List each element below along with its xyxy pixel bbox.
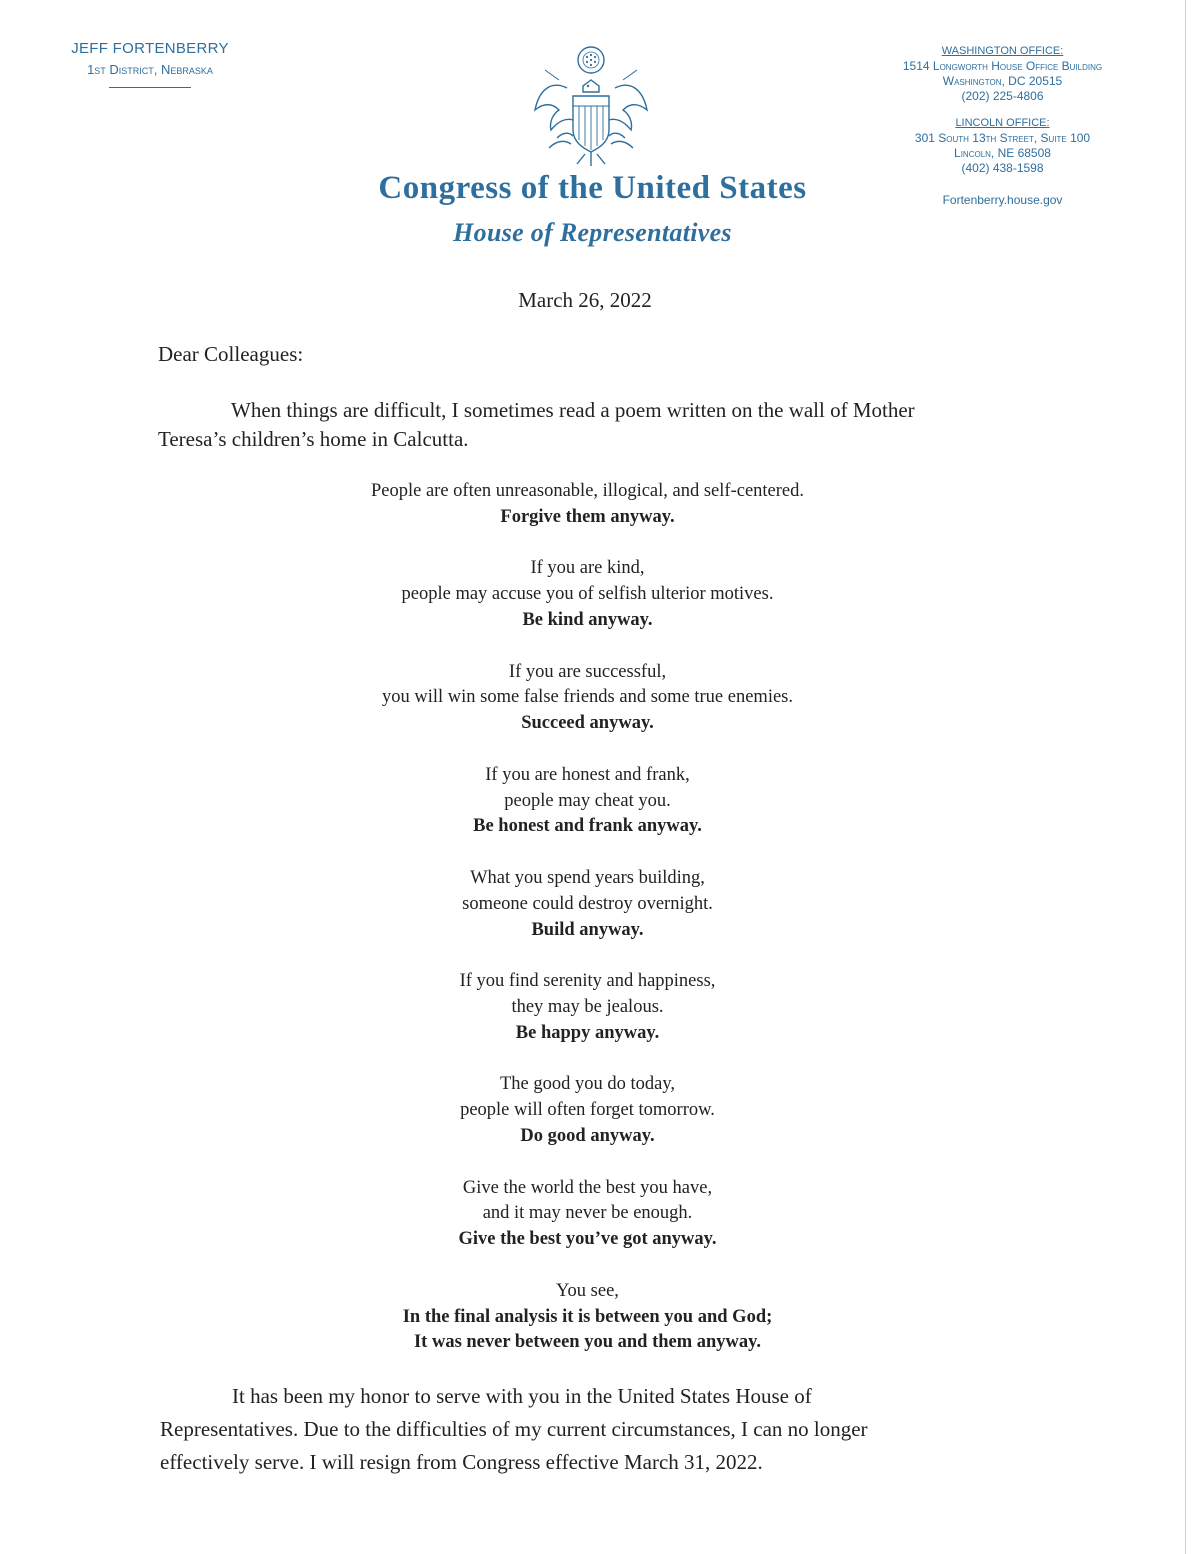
congress-title: Congress of the United States (378, 170, 807, 206)
lincoln-phone: (402) 438-1598 (961, 161, 1044, 175)
poem-stanza (0, 479, 1175, 531)
member-district: 1st District, Nebraska (87, 62, 213, 77)
poem-stanza (0, 1176, 1175, 1253)
washington-phone: (202) 225-4806 (961, 89, 1044, 103)
salutation: Dear Colleagues: (158, 342, 304, 366)
letterhead-left (60, 40, 240, 88)
poem-line: You see, (556, 1280, 619, 1301)
letter-date: March 26, 2022 (518, 288, 652, 312)
lincoln-address-line2: Lincoln, NE 68508 (954, 146, 1051, 160)
closing-line-1: It has been my honor to serve with you in the United States House of (232, 1384, 812, 1408)
washington-address-line2: Washington, DC 20515 (942, 74, 1063, 88)
washington-office-label: WASHINGTON OFFICE: (941, 45, 1064, 57)
poem-line: If you find serenity and happiness, (459, 971, 716, 992)
house-title: House of Representatives (453, 218, 732, 247)
poem-refrain: Give the best you’ve got anyway. (458, 1229, 717, 1250)
poem-line: What you spend years building, (470, 867, 705, 888)
poem-stanza (0, 1072, 1175, 1149)
letterhead-offices (870, 44, 1135, 208)
poem-line: someone could destroy overnight. (462, 893, 713, 914)
poem-stanza (0, 556, 1175, 633)
poem-refrain: Be honest and frank anyway. (473, 816, 702, 837)
poem-stanza (0, 1279, 1175, 1356)
lincoln-address-line1: 301 South 13th Street, Suite 100 (914, 131, 1091, 145)
poem-refrain: Be kind anyway. (522, 609, 653, 630)
poem-line: The good you do today, (499, 1074, 676, 1095)
member-name: JEFF FORTENBERRY (71, 40, 229, 57)
poem (0, 479, 1175, 1382)
website: Fortenberry.house.gov (942, 193, 1063, 207)
poem-line: If you are honest and frank, (485, 764, 690, 785)
poem-refrain: In the final analysis it is between you and God; (402, 1306, 773, 1327)
poem-refrain: Build anyway. (531, 919, 644, 940)
closing-line-2: Representatives. Due to the difficulties of my current circumstances, I can no longer (160, 1417, 868, 1441)
intro-paragraph (158, 396, 1018, 454)
poem-line: Give the world the best you have, (462, 1177, 713, 1198)
intro-line-1: When things are difficult, I sometimes read a poem written on the wall of Mother (231, 398, 915, 422)
poem-stanza (0, 660, 1175, 737)
poem-line: they may be jealous. (511, 996, 664, 1017)
poem-line: people may accuse you of selfish ulterior motives. (401, 584, 774, 605)
poem-refrain: Succeed anyway. (521, 713, 654, 734)
poem-stanza (0, 866, 1175, 943)
page-edge (1185, 0, 1186, 1554)
poem-line: people will often forget tomorrow. (460, 1100, 715, 1121)
poem-line: If you are kind, (530, 558, 645, 579)
poem-refrain: Be happy anyway. (515, 1022, 660, 1043)
poem-line: and it may never be enough. (482, 1203, 693, 1224)
poem-refrain: Forgive them anyway. (500, 506, 675, 527)
closing-paragraph (160, 1380, 1040, 1479)
name-underline (109, 87, 191, 88)
lincoln-office-label: LINCOLN OFFICE: (955, 117, 1050, 129)
washington-address-line1: 1514 Longworth House Office Building (902, 59, 1103, 73)
poem-stanza (0, 763, 1175, 840)
poem-refrain: It was never between you and them anyway. (413, 1332, 762, 1353)
poem-refrain: Do good anyway. (520, 1125, 655, 1146)
closing-line-3: effectively serve. I will resign from Congress effective March 31, 2022. (160, 1450, 763, 1474)
poem-stanza (0, 969, 1175, 1046)
intro-line-2: Teresa’s children’s home in Calcutta. (158, 427, 469, 451)
poem-line: If you are successful, (508, 661, 667, 682)
poem-line: People are often unreasonable, illogical, and self-centered. (370, 481, 804, 501)
poem-line: people may cheat you. (504, 790, 671, 811)
poem-line: you will win some false friends and some true enemies. (381, 687, 793, 708)
eagle-seal-icon (527, 40, 655, 168)
